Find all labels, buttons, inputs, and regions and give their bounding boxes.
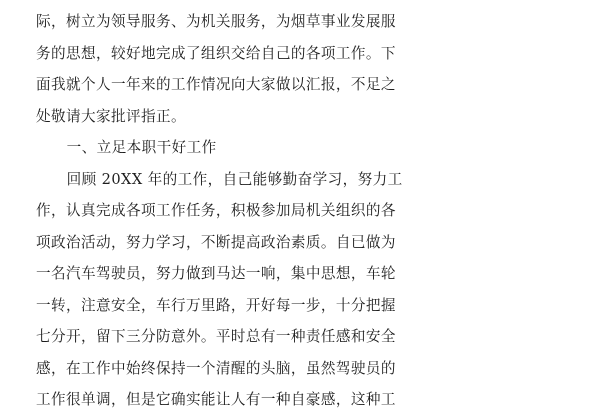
text-line: 回顾 20XX 年的工作，自己能够勤奋学习，努力工: [66, 170, 403, 188]
text-line: 工作很单调，但是它确实能让人有一种自豪感，这种工: [36, 391, 396, 408]
text-line: 七分开，留下三分防意外。平时总有一种责任感和安全: [36, 328, 396, 345]
text-line: 一名汽车驾驶员，努力做到马达一响，集中思想，车轮: [36, 265, 396, 282]
text-line: 际，树立为领导服务、为机关服务，为烟草事业发展服: [36, 13, 396, 30]
text-line: 面我就个人一年来的工作情况向大家做以汇报，不足之: [36, 76, 396, 93]
document-body: [36, 6, 564, 416]
text-line: 一转，注意安全，车行万里路，开好每一步，十分把握: [36, 296, 396, 314]
section-heading: 一、立足本职干好工作: [66, 139, 217, 156]
text-line: 感，在工作中始终保持一个清醒的头脑，虽然驾驶员的: [36, 359, 396, 377]
text-line: 项政治活动，努力学习，不断提高政治素质。自已做为: [36, 233, 396, 251]
text-line: 处敬请大家批评指正。: [36, 107, 186, 125]
text-line: 务的思想，较好地完成了组织交给自己的各项工作。下: [36, 44, 396, 62]
text-line: 作，认真完成各项工作任务，积极参加局机关组织的各: [36, 202, 396, 219]
